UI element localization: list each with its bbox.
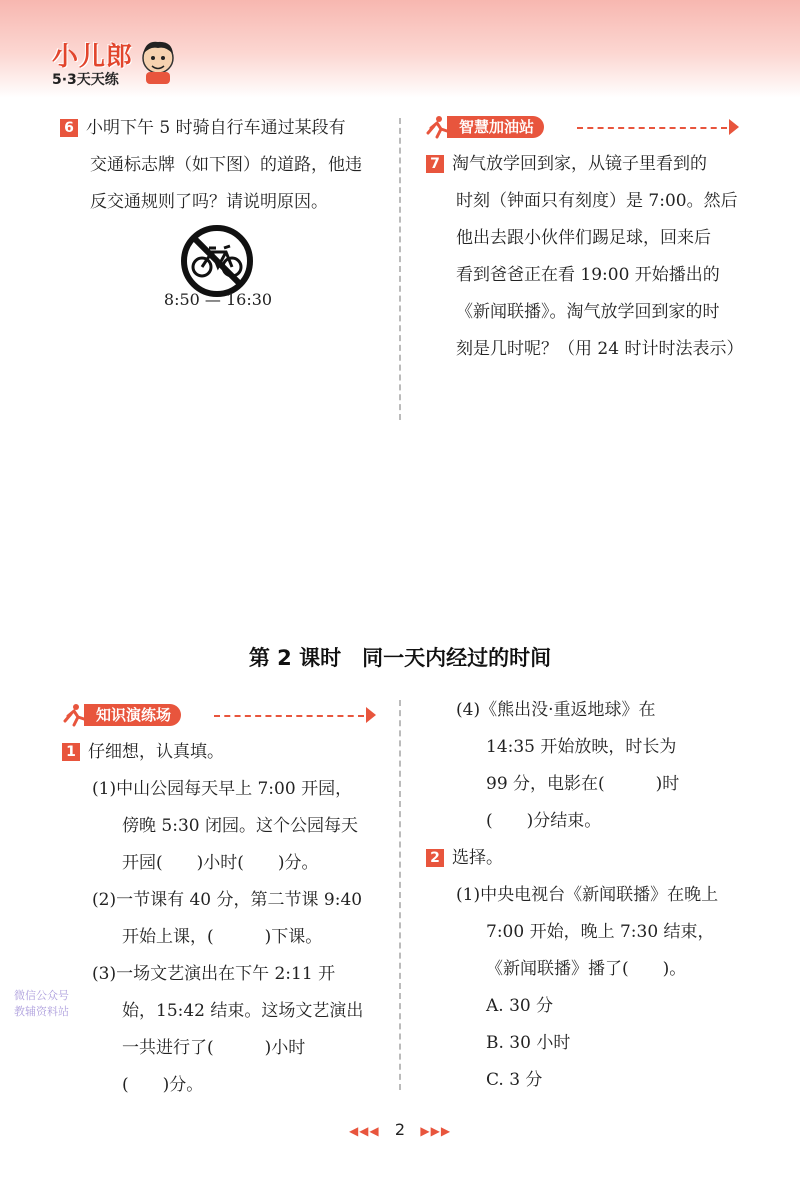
q7-line: 淘气放学回到家，从镜子里看到的: [452, 154, 707, 174]
no-bicycle-sign-icon: [178, 222, 256, 300]
q1-p3-line: 始，15:42 结束。这场文艺演出: [122, 1001, 364, 1021]
q1-p1-line: (1)中山公园每天早上 7:00 开园，: [92, 779, 353, 799]
arrows-right-icon: ▶▶▶: [420, 1124, 452, 1138]
question-6: [60, 110, 362, 221]
question-number: 7: [426, 155, 444, 173]
question-1-continued: [426, 692, 679, 840]
section-title: 智慧加油站: [447, 116, 544, 138]
question-number: 2: [426, 849, 444, 867]
column-divider: [399, 118, 401, 420]
section-title: 知识演练场: [84, 704, 181, 726]
q1-p1-line: 傍晚 5:30 闭园。这个公园每天: [122, 816, 358, 836]
page-number: 2: [394, 1120, 406, 1139]
q1-title: 仔细想，认真填。: [88, 742, 224, 762]
q7-line: 看到爸爸正在看 19:00 开始播出的: [456, 265, 720, 285]
q6-line: 反交通规则了吗？请说明原因。: [90, 192, 328, 212]
running-figure-icon: [62, 703, 86, 727]
q7-line: 时刻（钟面只有刻度）是 7:00。然后: [456, 191, 738, 211]
q6-line: 交通标志牌（如下图）的道路，他违: [90, 155, 362, 175]
q2-title: 选择。: [452, 848, 503, 868]
page-footer: [0, 1120, 800, 1139]
q1-p1-line: 开园( )小时( )分。: [122, 853, 319, 873]
q2-option-c: C. 3 分: [486, 1070, 543, 1090]
q2-option-b: B. 30 小时: [486, 1033, 571, 1053]
q1-p4-line: 14:35 开始放映，时长为: [486, 737, 677, 757]
q2-option-a: A. 30 分: [486, 996, 554, 1016]
brand-logo: [52, 36, 133, 89]
question-2: [426, 840, 718, 1099]
question-1: [62, 734, 363, 1104]
question-7: [426, 146, 743, 368]
section-header-practice: [62, 704, 382, 728]
arrow-right-icon: [729, 119, 739, 135]
brand-name: 小儿郎: [52, 42, 134, 72]
sign-time-range: 8:50 — 16:30: [163, 290, 273, 309]
brand-series: 5·3天天练: [52, 72, 119, 88]
q1-p4-line: 99 分，电影在( )时: [486, 774, 680, 794]
q2-stem-line: 《新闻联播》播了( )。: [486, 959, 687, 979]
q1-p4-line: (4)《熊出没·重返地球》在: [456, 700, 656, 720]
q1-p2-line: (2)一节课有 40 分，第二节课 9:40: [92, 890, 363, 910]
watermark-line: 教辅资料站: [14, 1005, 69, 1018]
section-dash-line: [577, 127, 727, 129]
q1-p3-line: ( )分。: [122, 1075, 204, 1095]
q1-p3-line: (3)一场文艺演出在下午 2:11 开: [92, 964, 336, 984]
q1-p4-line: ( )分结束。: [486, 811, 602, 831]
column-divider: [399, 700, 401, 1090]
arrows-left-icon: ◀◀◀: [348, 1124, 380, 1138]
watermark: [14, 988, 69, 1020]
q7-line: 刻是几时呢？（用 24 时计时法表示）: [456, 339, 744, 359]
watermark-line: 微信公众号: [14, 989, 69, 1002]
question-number: 6: [60, 119, 78, 137]
q6-line: 小明下午 5 时骑自行车通过某段有: [86, 118, 346, 138]
running-figure-icon: [425, 115, 449, 139]
q1-p2-line: 开始上课，( )下课。: [122, 927, 323, 947]
mascot-icon: [138, 38, 178, 84]
q1-p3-line: 一共进行了( )小时: [122, 1038, 306, 1058]
arrow-right-icon: [366, 707, 376, 723]
q2-stem-line: (1)中央电视台《新闻联播》在晚上: [456, 885, 719, 905]
lesson-title: 第 2 课时 同一天内经过的时间: [248, 646, 552, 670]
q7-line: 《新闻联播》。淘气放学回到家的时: [456, 302, 720, 322]
q2-stem-line: 7:00 开始，晚上 7:30 结束，: [486, 922, 715, 942]
q7-line: 他出去跟小伙伴们踢足球，回来后: [456, 228, 711, 248]
section-dash-line: [214, 715, 364, 717]
question-number: 1: [62, 743, 80, 761]
section-header-bonus: [425, 116, 745, 140]
